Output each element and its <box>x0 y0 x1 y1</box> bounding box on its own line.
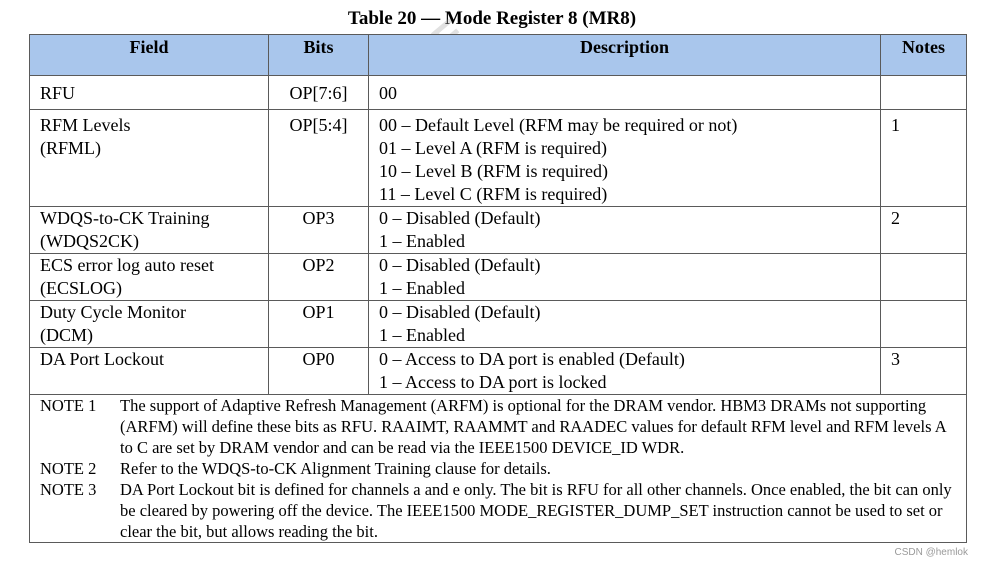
field-abbrev: (RFML) <box>40 138 102 158</box>
note-label: NOTE 2 <box>40 459 97 478</box>
notes-cell: 2 <box>881 207 967 254</box>
field-abbrev: (WDQS2CK) <box>40 231 139 251</box>
field-text: Duty Cycle Monitor <box>40 302 186 322</box>
description-line: 1 – Access to DA port is locked <box>379 372 607 392</box>
description-line: 1 – Enabled <box>379 231 465 251</box>
description-line: 01 – Level A (RFM is required) <box>379 138 607 158</box>
header-notes: Notes <box>881 35 967 76</box>
description-cell <box>369 207 881 254</box>
table-row <box>30 110 967 207</box>
field-abbrev: (DCM) <box>40 325 93 345</box>
bits-cell: OP3 <box>269 207 369 254</box>
description-cell <box>369 76 881 110</box>
description-line: 10 – Level B (RFM is required) <box>379 161 608 181</box>
field-cell <box>30 348 269 395</box>
description-line: 00 <box>379 83 397 103</box>
note-label: NOTE 1 <box>40 396 97 415</box>
field-cell <box>30 301 269 348</box>
table-row <box>30 76 967 110</box>
field-cell <box>30 76 269 110</box>
field-cell <box>30 254 269 301</box>
description-cell <box>369 254 881 301</box>
description-line: 0 – Access to DA port is enabled (Default) <box>379 349 685 369</box>
description-cell <box>369 348 881 395</box>
description-cell <box>369 301 881 348</box>
header-field: Field <box>30 35 269 76</box>
field-abbrev: (ECSLOG) <box>40 278 122 298</box>
description-line: 11 – Level C (RFM is required) <box>379 184 608 204</box>
header-description: Description <box>369 35 881 76</box>
header-bits: Bits <box>269 35 369 76</box>
bits-cell: OP[7:6] <box>269 76 369 110</box>
field-text: ECS error log auto reset <box>40 255 214 275</box>
notes-cell: 1 <box>881 110 967 207</box>
field-text: RFU <box>40 83 76 103</box>
notes-cell <box>881 76 967 110</box>
description-cell <box>369 110 881 207</box>
description-line: 00 – Default Level (RFM may be required or not) <box>379 115 738 135</box>
notes-cell <box>881 301 967 348</box>
note-text: The support of Adaptive Refresh Management (ARFM) is optional for the DRAM vendor. HBM3 DRAMs not supporting (ARFM) will define these bits as RFU. RAAIMT, RAAMMT and RAADEC values for default RFM level and RFM levels A to C are set by DRAM vendor and can be read via the IEEE1500 DEVICE_ID WDR. <box>120 396 946 457</box>
bits-cell: OP0 <box>269 348 369 395</box>
notes-row <box>30 395 967 543</box>
field-cell <box>30 110 269 207</box>
field-text: DA Port Lockout <box>40 349 164 369</box>
description-line: 1 – Enabled <box>379 278 465 298</box>
note-2 <box>40 458 956 479</box>
table-title: Table 20 — Mode Register 8 (MR8) <box>347 8 637 29</box>
description-line: 0 – Disabled (Default) <box>379 302 541 322</box>
table-row <box>30 301 967 348</box>
note-text: DA Port Lockout bit is defined for channels a and e only. The bit is RFU for all other channels. Once enabled, the bit can only be cleared by powering off the device. The IEEE1500 MODE_REGISTER_DUMP_SET instruction cannot be used to set or clear the bit, but allows reading the bit. <box>120 480 952 541</box>
note-3 <box>40 479 956 542</box>
notes-cell <box>881 254 967 301</box>
table-row <box>30 254 967 301</box>
bits-cell: OP1 <box>269 301 369 348</box>
table-row <box>30 348 967 395</box>
note-text: Refer to the WDQS-to-CK Alignment Training clause for details. <box>120 459 551 478</box>
description-line: 0 – Disabled (Default) <box>379 255 541 275</box>
field-cell <box>30 207 269 254</box>
header-row <box>30 35 967 76</box>
field-text: RFM Levels <box>40 115 131 135</box>
description-line: 0 – Disabled (Default) <box>379 208 541 228</box>
bits-cell: OP2 <box>269 254 369 301</box>
bits-cell: OP[5:4] <box>269 110 369 207</box>
field-text: WDQS-to-CK Training <box>40 208 210 228</box>
notes-cell: 3 <box>881 348 967 395</box>
note-label: NOTE 3 <box>40 480 97 499</box>
note-1 <box>40 395 956 458</box>
source-credit: CSDN @hemlok <box>894 547 968 558</box>
table-row <box>30 207 967 254</box>
mode-register-table <box>29 34 967 543</box>
table-notes <box>30 395 967 543</box>
description-line: 1 – Enabled <box>379 325 465 345</box>
